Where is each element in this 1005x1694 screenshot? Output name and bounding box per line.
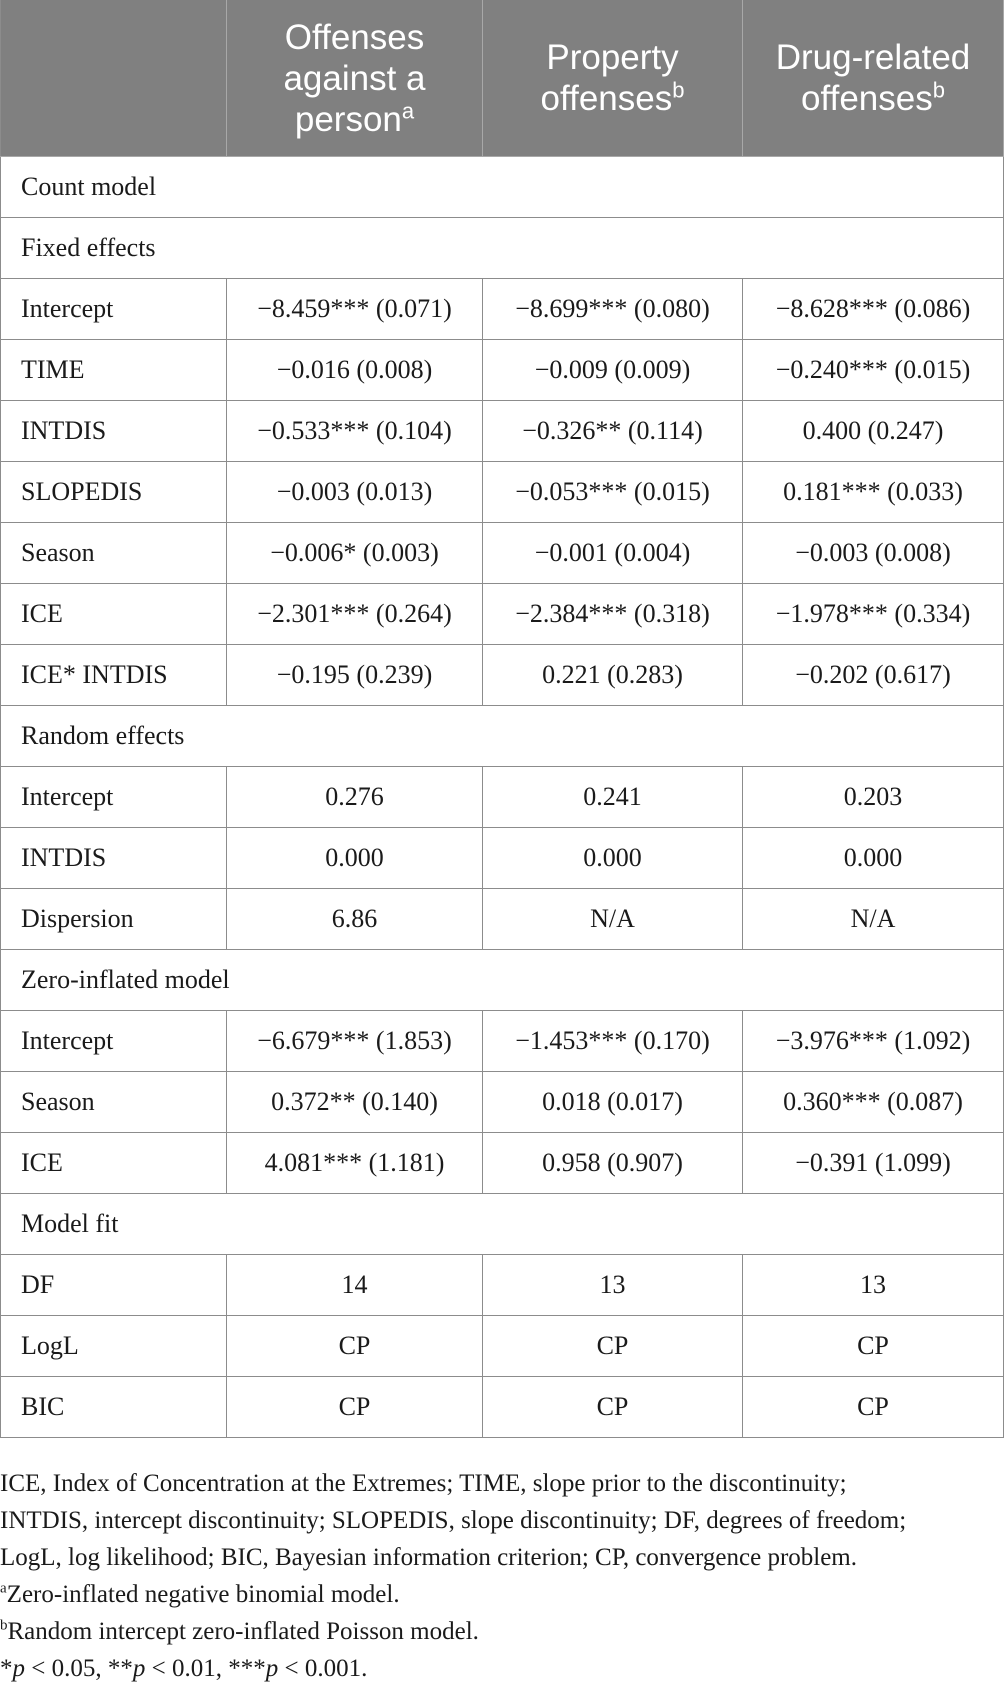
cell-col-2: −2.384*** (0.318) <box>483 584 743 645</box>
cell-col-2: −8.699*** (0.080) <box>483 279 743 340</box>
table-footnotes <box>0 1465 1000 1687</box>
cell-col-1: −0.195 (0.239) <box>227 645 483 706</box>
table-row <box>1 1377 1004 1438</box>
row-label: BIC <box>1 1377 227 1438</box>
table-row <box>1 1011 1004 1072</box>
cell-col-1: −0.533*** (0.104) <box>227 401 483 462</box>
section-label: Fixed effects <box>1 218 1004 279</box>
cell-col-2: 0.018 (0.017) <box>483 1072 743 1133</box>
cell-col-2: CP <box>483 1316 743 1377</box>
cell-col-3: −1.978*** (0.334) <box>743 584 1004 645</box>
cell-col-1: −2.301*** (0.264) <box>227 584 483 645</box>
cell-col-1: −0.006* (0.003) <box>227 523 483 584</box>
table-row <box>1 645 1004 706</box>
section-row <box>1 218 1004 279</box>
section-label: Model fit <box>1 1194 1004 1255</box>
cell-col-1: −8.459*** (0.071) <box>227 279 483 340</box>
section-label: Count model <box>1 157 1004 218</box>
table-body <box>1 157 1004 1438</box>
row-label: Intercept <box>1 279 227 340</box>
table-row <box>1 523 1004 584</box>
table-row <box>1 889 1004 950</box>
cell-col-3: −0.240*** (0.015) <box>743 340 1004 401</box>
header-drug-related-offenses: Drug-related offenses$^b$ <box>743 0 1004 157</box>
cell-col-2: 0.221 (0.283) <box>483 645 743 706</box>
table-row <box>1 462 1004 523</box>
row-label: Season <box>1 523 227 584</box>
footnote-b: $^b$Random intercept zero-inflated Poisson model. <box>0 1617 479 1645</box>
row-label: Dispersion <box>1 889 227 950</box>
header-property-offenses: Property offenses$^b$ <box>483 0 743 157</box>
cell-col-1: CP <box>227 1316 483 1377</box>
cell-col-1: 14 <box>227 1255 483 1316</box>
section-row <box>1 706 1004 767</box>
cell-col-2: 0.241 <box>483 767 743 828</box>
cell-col-1: 0.000 <box>227 828 483 889</box>
cell-col-1: CP <box>227 1377 483 1438</box>
section-row <box>1 950 1004 1011</box>
section-label: Random effects <box>1 706 1004 767</box>
abbreviations-line-3: LogL, log likelihood; BIC, Bayesian information criterion; CP, convergence problem. <box>0 1544 858 1571</box>
cell-col-2: −0.009 (0.009) <box>483 340 743 401</box>
cell-col-3: CP <box>743 1377 1004 1438</box>
cell-col-3: 0.181*** (0.033) <box>743 462 1004 523</box>
table-row <box>1 1133 1004 1194</box>
table-row <box>1 1072 1004 1133</box>
row-label: Intercept <box>1 767 227 828</box>
header-blank <box>1 0 227 157</box>
section-row <box>1 157 1004 218</box>
cell-col-3: −0.391 (1.099) <box>743 1133 1004 1194</box>
header-offenses-against-person: Offenses against a person$^a$ <box>227 0 483 157</box>
cell-col-1: 6.86 <box>227 889 483 950</box>
row-label: ICE* INTDIS <box>1 645 227 706</box>
cell-col-3: −3.976*** (1.092) <box>743 1011 1004 1072</box>
cell-col-3: 13 <box>743 1255 1004 1316</box>
cell-col-2: −1.453*** (0.170) <box>483 1011 743 1072</box>
row-label: TIME <box>1 340 227 401</box>
cell-col-2: −0.001 (0.004) <box>483 523 743 584</box>
table-row <box>1 1255 1004 1316</box>
cell-col-1: −0.003 (0.013) <box>227 462 483 523</box>
row-label: INTDIS <box>1 828 227 889</box>
footnote-a: $^a$Zero-inflated negative binomial model. <box>0 1580 400 1608</box>
cell-col-3: 0.203 <box>743 767 1004 828</box>
table-row <box>1 279 1004 340</box>
table-row <box>1 340 1004 401</box>
cell-col-3: −0.202 (0.617) <box>743 645 1004 706</box>
section-row <box>1 1194 1004 1255</box>
cell-col-2: −0.053*** (0.015) <box>483 462 743 523</box>
header-row <box>1 0 1004 157</box>
row-label: Season <box>1 1072 227 1133</box>
cell-col-3: 0.360*** (0.087) <box>743 1072 1004 1133</box>
cell-col-2: 13 <box>483 1255 743 1316</box>
row-label: INTDIS <box>1 401 227 462</box>
cell-col-1: 0.276 <box>227 767 483 828</box>
table-row <box>1 767 1004 828</box>
row-label: Intercept <box>1 1011 227 1072</box>
row-label: SLOPEDIS <box>1 462 227 523</box>
cell-col-3: N/A <box>743 889 1004 950</box>
cell-col-2: 0.958 (0.907) <box>483 1133 743 1194</box>
cell-col-2: CP <box>483 1377 743 1438</box>
cell-col-3: −8.628*** (0.086) <box>743 279 1004 340</box>
cell-col-1: 0.372** (0.140) <box>227 1072 483 1133</box>
abbreviations-line-2: INTDIS, intercept discontinuity; SLOPEDIS, slope discontinuity; DF, degrees of freedom; <box>0 1507 907 1534</box>
cell-col-1: 4.081*** (1.181) <box>227 1133 483 1194</box>
row-label: ICE <box>1 1133 227 1194</box>
table-row <box>1 584 1004 645</box>
table-row <box>1 828 1004 889</box>
row-label: DF <box>1 1255 227 1316</box>
table-row <box>1 1316 1004 1377</box>
cell-col-2: 0.000 <box>483 828 743 889</box>
cell-col-3: CP <box>743 1316 1004 1377</box>
cell-col-3: −0.003 (0.008) <box>743 523 1004 584</box>
cell-col-1: −6.679*** (1.853) <box>227 1011 483 1072</box>
table-row <box>1 401 1004 462</box>
section-label: Zero-inflated model <box>1 950 1004 1011</box>
abbreviations-line-1: ICE, Index of Concentration at the Extremes; TIME, slope prior to the discontinuity; <box>0 1470 847 1497</box>
cell-col-2: −0.326** (0.114) <box>483 401 743 462</box>
row-label: LogL <box>1 1316 227 1377</box>
cell-col-3: 0.400 (0.247) <box>743 401 1004 462</box>
cell-col-1: −0.016 (0.008) <box>227 340 483 401</box>
row-label: ICE <box>1 584 227 645</box>
cell-col-3: 0.000 <box>743 828 1004 889</box>
cell-col-2: N/A <box>483 889 743 950</box>
significance-note: *p < 0.05, **p < 0.01, ***p < 0.001. <box>0 1655 368 1682</box>
